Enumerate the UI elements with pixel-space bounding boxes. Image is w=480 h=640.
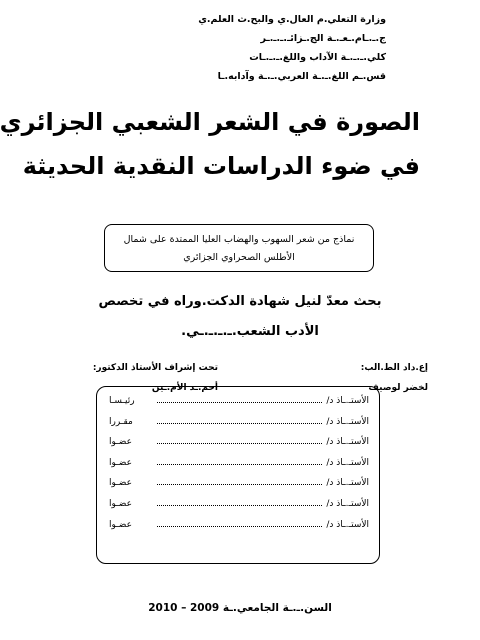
scope-line-1: نماذج من شعر السهوب والهضاب العليا الممتدة على شمال xyxy=(123,234,355,245)
dotted-line xyxy=(157,455,322,465)
academic-year: السن.ـ.ـة الجامعي.ـة 2009 – 2010 xyxy=(148,602,332,614)
jury-member-title: الأستـ.ـاذ د/ xyxy=(326,457,369,468)
scope-line-2: الأطلس الصحراوي الجزائري xyxy=(183,252,295,263)
jury-row xyxy=(109,414,369,435)
dotted-line xyxy=(157,434,322,444)
scope-box xyxy=(104,224,374,272)
jury-role: رئيـسـا xyxy=(109,396,135,406)
jury-row xyxy=(109,496,369,517)
student-name: لخضر لوصيف xyxy=(368,383,428,393)
jury-member-title: الأستـ.ـاذ د/ xyxy=(326,519,369,530)
jury-role: عضـوا xyxy=(109,498,132,509)
jury-row xyxy=(109,434,369,455)
degree-statement: بحث معدّ لنيل شهادة الدكت.وراه في تخصص xyxy=(98,294,382,309)
supervisor-name: أحم.ـد الأم.ـين xyxy=(151,383,218,393)
jury-member-title: الأستـ.ـاذ د/ xyxy=(326,478,369,489)
jury-role: عضـوا xyxy=(109,519,132,530)
jury-row xyxy=(109,475,369,496)
jury-role: عضـوا xyxy=(109,457,132,468)
dotted-line xyxy=(157,475,322,485)
jury-box xyxy=(96,386,380,564)
thesis-title-line-2: في ضوء الدراسات النقدية الحديثة xyxy=(22,152,420,180)
jury-row xyxy=(109,393,369,414)
ministry-name: وزارة التعلي.م العال.ي والبح.ث العلم.ي xyxy=(198,14,386,25)
jury-role: عضـوا xyxy=(109,478,132,489)
dotted-line xyxy=(157,496,322,506)
jury-member-title: الأستـ.ـاذ د/ xyxy=(326,416,369,427)
faculty-name: كلي.ـ.ـ.ـة الآداب واللغ.ـ.ـ.ـات xyxy=(249,52,386,63)
supervisor-label: تحت إشراف الأستاذ الدكتور: xyxy=(92,363,218,373)
jury-member-title: الأستـ.ـاذ د/ xyxy=(326,498,369,509)
jury-row xyxy=(109,455,369,476)
jury-member-title: الأستـ.ـاذ د/ xyxy=(326,396,369,406)
specialization: الأدب الشعب.ـ.ـ.ـ.ـي. xyxy=(181,324,319,339)
dotted-line xyxy=(157,414,322,424)
dotted-line xyxy=(157,517,322,527)
ministry-header xyxy=(136,10,386,86)
jury-row xyxy=(109,517,369,538)
jury-role: عضـوا xyxy=(109,437,132,448)
jury-role: مقـررا xyxy=(109,416,133,427)
jury-member-title: الأستـ.ـاذ د/ xyxy=(326,437,369,448)
university-name: ج.ـ.ـام.ـعـ.ـة الج.ـزائـ.ـ.ـ.ـر xyxy=(260,33,386,44)
student-label: إع.داد الط.الب: xyxy=(360,363,428,373)
department-name: قس.ـم اللغ.ـ.ـة العربي.ـ.ـة وآدابه.ـا xyxy=(217,71,386,82)
thesis-title-line-1: الصورة في الشعر الشعبي الجزائري xyxy=(0,108,420,136)
dotted-line xyxy=(157,393,322,403)
